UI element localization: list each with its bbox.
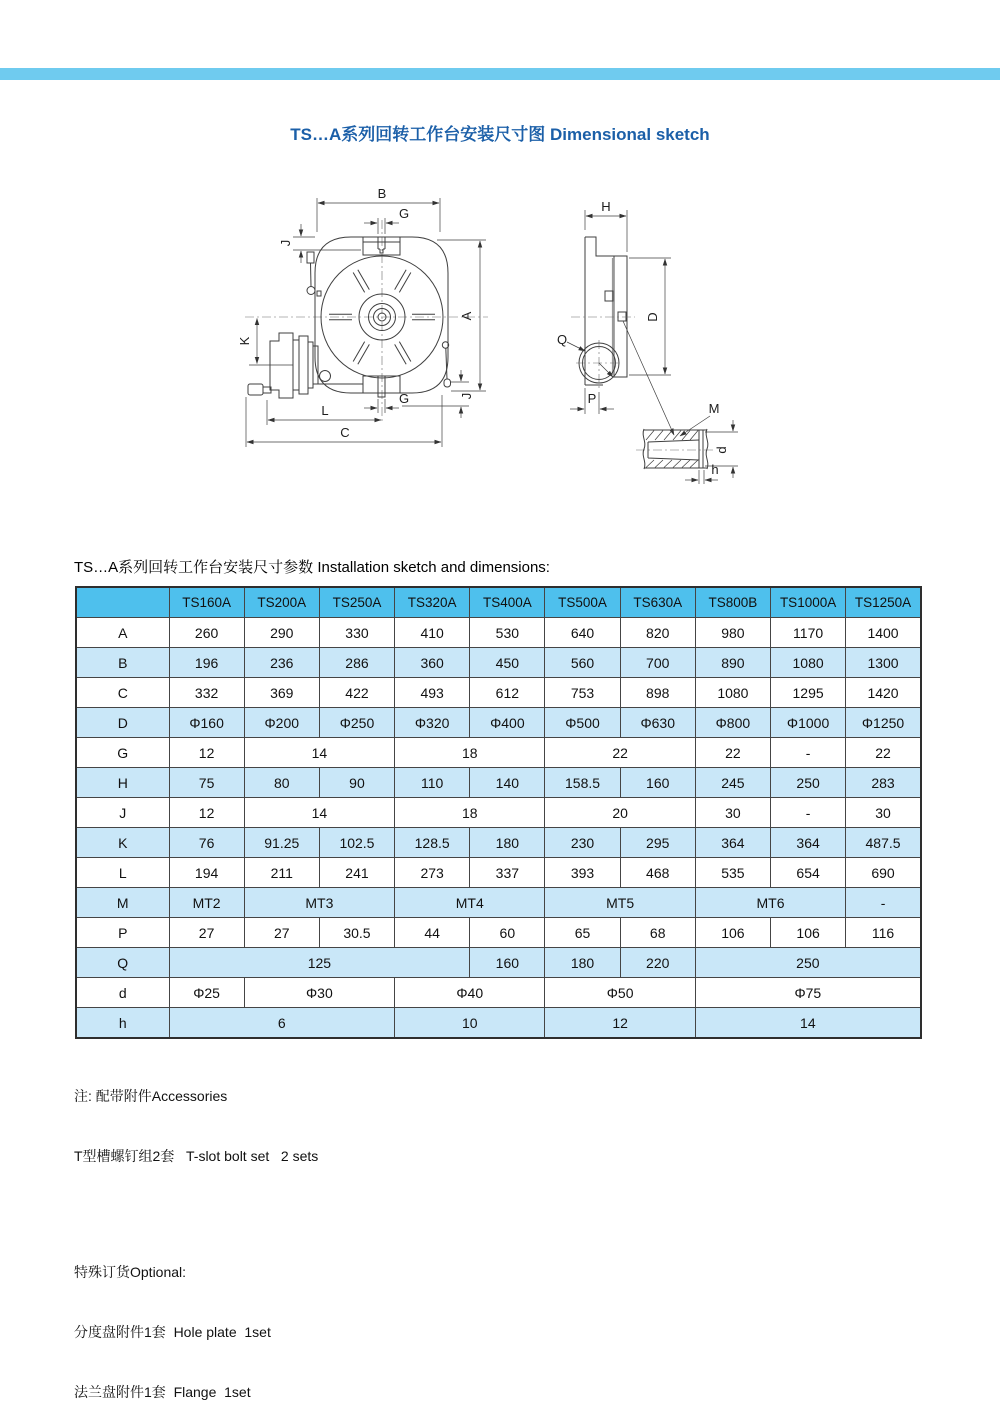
dimension-cell: 68 (620, 918, 695, 948)
table-row (76, 618, 921, 648)
dimension-cell: 1170 (771, 618, 846, 648)
dimension-cell: 6 (169, 1008, 395, 1039)
column-header: TS800B (695, 587, 770, 618)
note-accessories: 注: 配带附件Accessories (74, 1088, 228, 1104)
notes-gap (74, 1206, 318, 1222)
row-label: B (76, 648, 169, 678)
table-row (76, 798, 921, 828)
dimension-cell: MT6 (695, 888, 845, 918)
dimensions-table (75, 586, 922, 1039)
dimension-cell: Φ40 (395, 978, 545, 1008)
dimension-cell: 1080 (771, 648, 846, 678)
dimension-cell: 820 (620, 618, 695, 648)
dimensional-sketch (215, 170, 785, 510)
column-header: TS1250A (846, 587, 921, 618)
dimension-cell: Φ1250 (846, 708, 921, 738)
dimension-cell: 422 (319, 678, 394, 708)
column-header: TS1000A (771, 587, 846, 618)
dimension-cell: 27 (169, 918, 244, 948)
dimension-cell: 332 (169, 678, 244, 708)
dimension-cell: 194 (169, 858, 244, 888)
dim-label-j-top: J (278, 239, 293, 247)
dimension-cell: 1300 (846, 648, 921, 678)
dimension-cell: 890 (695, 648, 770, 678)
dim-label-h-top: H (601, 199, 611, 214)
dimension-cell: 14 (695, 1008, 921, 1039)
note-flange: 法兰盘附件1套 Flange 1set (74, 1384, 251, 1400)
note-hole-plate: 分度盘附件1套 Hole plate 1set (74, 1324, 271, 1340)
dimension-cell: 180 (545, 948, 620, 978)
dimension-cell: 250 (695, 948, 921, 978)
table-row (76, 858, 921, 888)
dimension-cell: 22 (695, 738, 770, 768)
row-label: Q (76, 948, 169, 978)
dimension-cell: 30 (695, 798, 770, 828)
hatching (646, 431, 698, 468)
dimension-cell: 18 (395, 738, 545, 768)
dimension-cell: 487.5 (846, 828, 921, 858)
dimension-cell: Φ30 (244, 978, 394, 1008)
dimension-cell: 60 (470, 918, 545, 948)
dimension-cell: 27 (244, 918, 319, 948)
row-label: G (76, 738, 169, 768)
dimension-cell: 180 (470, 828, 545, 858)
dimension-cell: 337 (470, 858, 545, 888)
row-label: L (76, 858, 169, 888)
dimension-cell: 364 (695, 828, 770, 858)
dim-label-d-small: d (714, 446, 729, 454)
dimension-cell: 393 (545, 858, 620, 888)
dim-label-g-bottom: G (398, 391, 410, 406)
dim-label-g-top: G (398, 206, 410, 221)
clamp-lever-left (307, 252, 321, 296)
dimension-cell: 330 (319, 618, 394, 648)
dimension-cell: 110 (395, 768, 470, 798)
corner-cell (76, 587, 169, 618)
dim-label-j-bottom: J (459, 392, 474, 400)
dimension-cell: 14 (244, 798, 394, 828)
dimension-cell: 44 (395, 918, 470, 948)
table-row (76, 948, 921, 978)
dimension-cell: 260 (169, 618, 244, 648)
dimension-cell: 22 (846, 738, 921, 768)
table-row (76, 828, 921, 858)
column-header: TS500A (545, 587, 620, 618)
row-label: J (76, 798, 169, 828)
table-caption: TS…A系列回转工作台安装尺寸参数 Installation sketch and dimensions: (74, 559, 550, 576)
dimension-cell: 106 (771, 918, 846, 948)
dimension-cell: 364 (771, 828, 846, 858)
dimension-cell: MT4 (395, 888, 545, 918)
dim-label-q: Q (556, 332, 568, 347)
dimension-cell: 290 (244, 618, 319, 648)
dimension-cell: MT2 (169, 888, 244, 918)
row-label: d (76, 978, 169, 1008)
dimension-cell: Φ800 (695, 708, 770, 738)
handwheel-front (248, 333, 318, 398)
column-header: TS400A (470, 587, 545, 618)
dimension-cell: 283 (846, 768, 921, 798)
dimension-cell: 654 (771, 858, 846, 888)
dimension-cell: 241 (319, 858, 394, 888)
row-label: h (76, 1008, 169, 1039)
dim-label-a: A (459, 311, 474, 321)
dimension-cell: Φ160 (169, 708, 244, 738)
row-label: H (76, 768, 169, 798)
dimension-cell: Φ50 (545, 978, 695, 1008)
table-header-row (76, 587, 921, 618)
dimension-cell: 22 (545, 738, 695, 768)
dimension-cell: 211 (244, 858, 319, 888)
table-row (76, 978, 921, 1008)
dim-label-l: L (321, 403, 329, 418)
dimension-cell: 12 (545, 1008, 695, 1039)
page-title: TS…A系列回转工作台安装尺寸图 Dimensional sketch (290, 125, 710, 144)
dimension-cell: 20 (545, 798, 695, 828)
column-header: TS160A (169, 587, 244, 618)
column-header: TS630A (620, 587, 695, 618)
dimension-cell: 10 (395, 1008, 545, 1039)
dimension-cell: 273 (395, 858, 470, 888)
dimension-cell: 753 (545, 678, 620, 708)
dim-label-d-diam: D (645, 312, 660, 322)
dimension-cell: 125 (169, 948, 470, 978)
note-tslot: T型槽螺钉组2套 T-slot bolt set 2 sets (74, 1148, 319, 1164)
dimension-cell: 1295 (771, 678, 846, 708)
table-row (76, 768, 921, 798)
dimension-cell: 65 (545, 918, 620, 948)
dimension-cell: 106 (695, 918, 770, 948)
dimension-cell: 90 (319, 768, 394, 798)
dimension-cell: 236 (244, 648, 319, 678)
dimension-cell: 160 (470, 948, 545, 978)
dimension-cell: 102.5 (319, 828, 394, 858)
dimension-cell: 12 (169, 798, 244, 828)
dimension-cell: - (846, 888, 921, 918)
dimension-cell: Φ250 (319, 708, 394, 738)
dimension-cell: 30.5 (319, 918, 394, 948)
dimension-cell: 360 (395, 648, 470, 678)
dimension-cell: 75 (169, 768, 244, 798)
dimension-cell: 18 (395, 798, 545, 828)
row-label: D (76, 708, 169, 738)
dimension-cell: 530 (470, 618, 545, 648)
front-view (237, 186, 488, 447)
column-header: TS250A (319, 587, 394, 618)
note-optional: 特殊订货Optional: (74, 1264, 187, 1280)
column-header: TS320A (395, 587, 470, 618)
dimension-cell: 230 (545, 828, 620, 858)
table-row (76, 738, 921, 768)
dim-label-b: B (377, 186, 387, 201)
dimension-cell: 369 (244, 678, 319, 708)
dimension-cell: 80 (244, 768, 319, 798)
dimension-cell: Φ200 (244, 708, 319, 738)
dim-label-p: P (587, 391, 597, 406)
dimension-cell: 196 (169, 648, 244, 678)
dimension-cell: Φ25 (169, 978, 244, 1008)
dimension-cell: 612 (470, 678, 545, 708)
column-header: TS200A (244, 587, 319, 618)
clamp-lever-right (442, 342, 450, 387)
dimension-cell: 690 (846, 858, 921, 888)
taper-detail (636, 401, 738, 484)
dimension-cell: 76 (169, 828, 244, 858)
table-row (76, 708, 921, 738)
dim-label-h-small: h (711, 462, 719, 477)
table-row (76, 918, 921, 948)
side-view (557, 199, 674, 435)
dimension-cell: 1420 (846, 678, 921, 708)
dimension-cell: 116 (846, 918, 921, 948)
dimension-cell: 1080 (695, 678, 770, 708)
dim-label-m: M (708, 401, 720, 416)
dimension-cell: Φ500 (545, 708, 620, 738)
dimension-cell: 220 (620, 948, 695, 978)
dimension-cell: 410 (395, 618, 470, 648)
dim-label-c: C (340, 425, 350, 440)
dimension-cell: 700 (620, 648, 695, 678)
dimension-cell: 295 (620, 828, 695, 858)
dimension-cell: 160 (620, 768, 695, 798)
dimension-cell: 245 (695, 768, 770, 798)
dimension-cell: 30 (846, 798, 921, 828)
dimension-cell: 91.25 (244, 828, 319, 858)
dimension-cell: - (771, 798, 846, 828)
dimension-cell: 450 (470, 648, 545, 678)
notes-block (74, 1046, 318, 1422)
dimension-cell: 535 (695, 858, 770, 888)
dimension-cell: 250 (771, 768, 846, 798)
dim-label-k: K (237, 336, 252, 346)
row-label: C (76, 678, 169, 708)
dimension-cell: 493 (395, 678, 470, 708)
dimension-cell: 158.5 (545, 768, 620, 798)
row-label: K (76, 828, 169, 858)
dimension-cell: MT5 (545, 888, 695, 918)
dimension-cell: 286 (319, 648, 394, 678)
dimension-cell: 14 (244, 738, 394, 768)
table-row (76, 1008, 921, 1039)
dimension-cell: 468 (620, 858, 695, 888)
dimension-cell: Φ400 (470, 708, 545, 738)
row-label: M (76, 888, 169, 918)
dimension-cell: 980 (695, 618, 770, 648)
accent-bar (0, 68, 1000, 80)
dimension-cell: 140 (470, 768, 545, 798)
row-label: A (76, 618, 169, 648)
dimension-cell: Φ320 (395, 708, 470, 738)
row-label: P (76, 918, 169, 948)
dimension-cell: MT3 (244, 888, 394, 918)
dimension-cell: Φ1000 (771, 708, 846, 738)
dimension-cell: 560 (545, 648, 620, 678)
dimension-cell: 128.5 (395, 828, 470, 858)
dimension-cell: Φ630 (620, 708, 695, 738)
table-row (76, 678, 921, 708)
dimension-cell: 12 (169, 738, 244, 768)
dimension-cell: 1400 (846, 618, 921, 648)
dimension-cell: - (771, 738, 846, 768)
dimension-cell: 640 (545, 618, 620, 648)
dimension-cell: Φ75 (695, 978, 921, 1008)
table-row (76, 888, 921, 918)
table-row (76, 648, 921, 678)
dimension-cell: 898 (620, 678, 695, 708)
